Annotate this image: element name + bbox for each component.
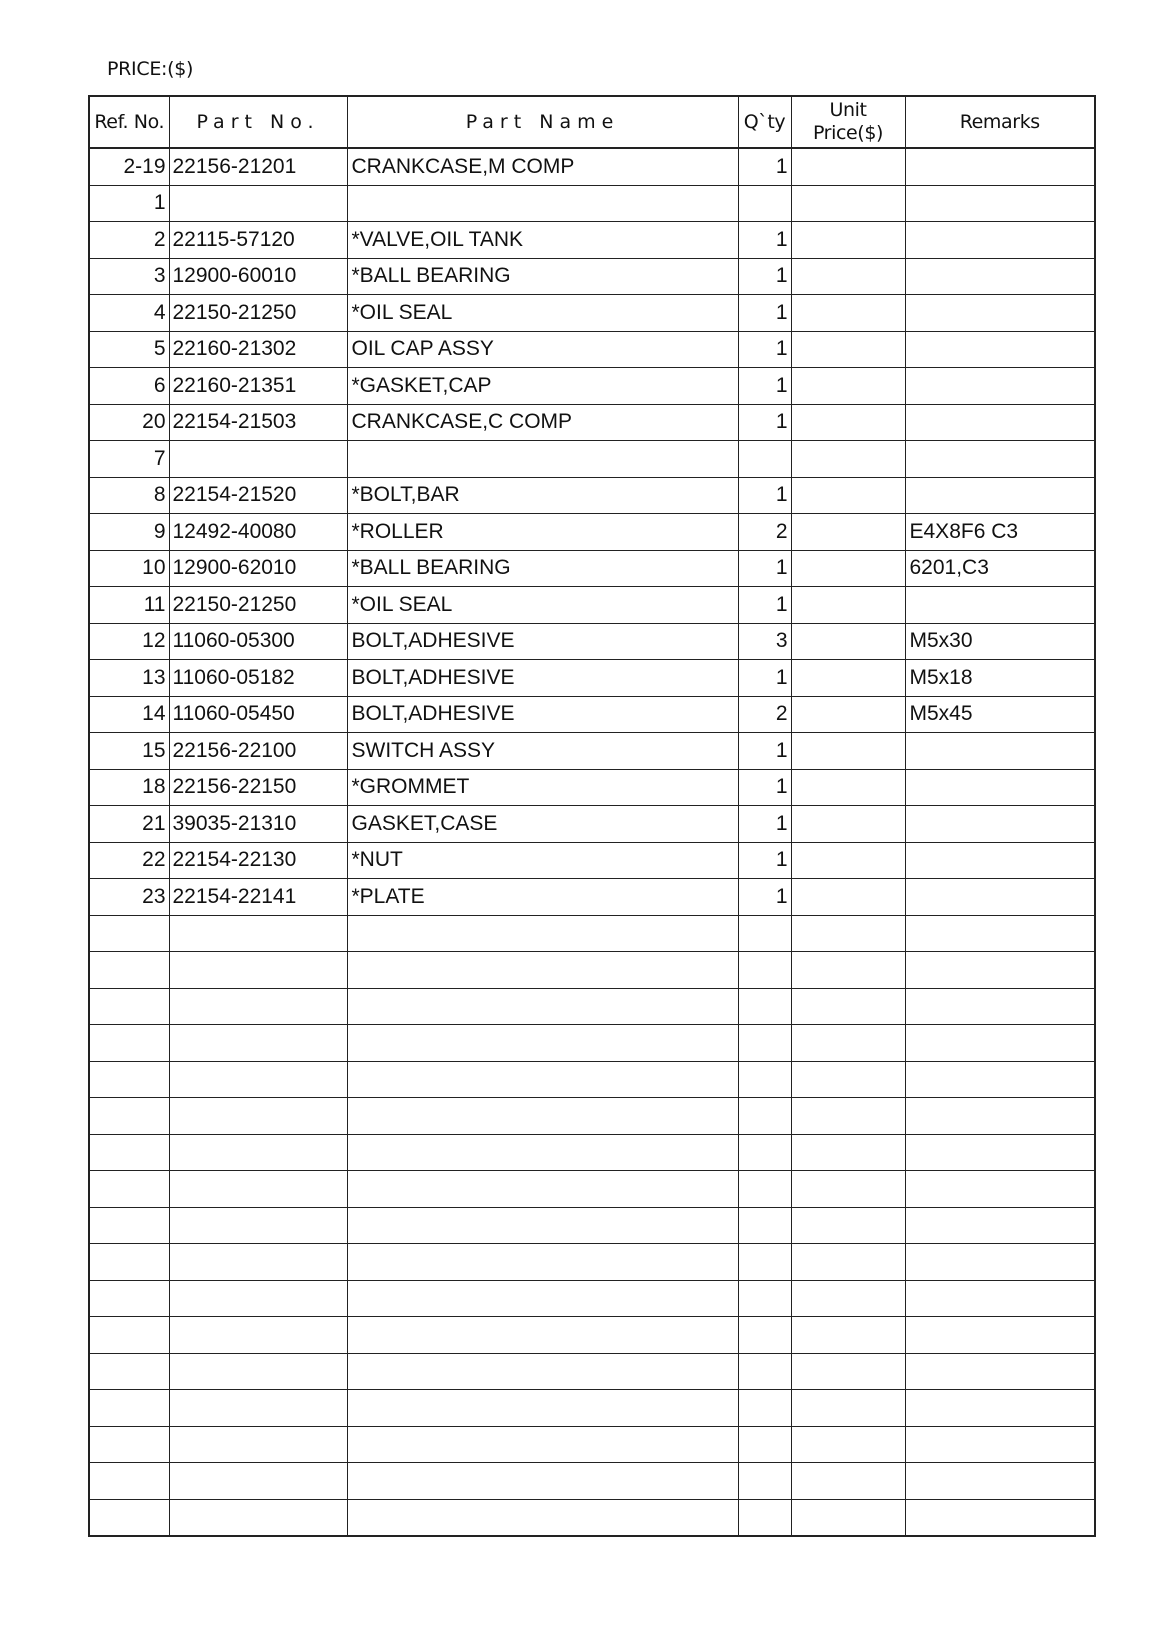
remarks-cell [905, 733, 1095, 770]
remarks-cell: M5x45 [905, 696, 1095, 733]
part-name-cell: *BALL BEARING [347, 550, 738, 587]
table-row [89, 1134, 1095, 1171]
part-no-cell: 12492-40080 [169, 514, 347, 551]
table-row [89, 550, 1095, 587]
part-name-cell: *PLATE [347, 879, 738, 916]
qty-cell: 1 [738, 733, 791, 770]
table-row [89, 952, 1095, 989]
ref-no-cell: 13 [89, 660, 169, 697]
table-row [89, 842, 1095, 879]
part-name-cell [347, 1317, 738, 1354]
part-no-cell [169, 441, 347, 478]
qty-cell [738, 1463, 791, 1500]
unit-price-cell [791, 806, 905, 843]
part-name-cell: SWITCH ASSY [347, 733, 738, 770]
table-row [89, 660, 1095, 697]
unit-price-cell [791, 514, 905, 551]
unit-price-cell [791, 404, 905, 441]
unit-price-cell [791, 842, 905, 879]
part-name-cell [347, 1134, 738, 1171]
ref-no-cell [89, 1134, 169, 1171]
ref-no-cell: 11 [89, 587, 169, 624]
unit-price-cell [791, 1207, 905, 1244]
part-no-cell: 22115-57120 [169, 222, 347, 259]
part-name-cell: *ROLLER [347, 514, 738, 551]
table-row [89, 623, 1095, 660]
table-row [89, 148, 1095, 185]
qty-cell [738, 1280, 791, 1317]
part-no-cell [169, 1353, 347, 1390]
unit-price-cell [791, 1280, 905, 1317]
part-name-cell: BOLT,ADHESIVE [347, 623, 738, 660]
part-no-cell [169, 1390, 347, 1427]
part-name-cell [347, 1426, 738, 1463]
unit-price-cell [791, 879, 905, 916]
qty-cell [738, 441, 791, 478]
part-name-cell [347, 1207, 738, 1244]
part-name-cell [347, 1244, 738, 1281]
table-row [89, 733, 1095, 770]
remarks-cell [905, 404, 1095, 441]
qty-cell [738, 988, 791, 1025]
ref-no-cell [89, 1025, 169, 1062]
part-no-cell [169, 185, 347, 222]
ref-no-cell [89, 915, 169, 952]
remarks-cell [905, 1390, 1095, 1427]
qty-cell [738, 1317, 791, 1354]
unit-price-header [791, 96, 905, 148]
part-no-cell: 22156-22150 [169, 769, 347, 806]
remarks-cell [905, 988, 1095, 1025]
qty-cell [738, 1499, 791, 1536]
ref-no-cell [89, 1426, 169, 1463]
part-no-cell: 22154-21520 [169, 477, 347, 514]
part-no-cell: 11060-05182 [169, 660, 347, 697]
qty-header: Q`ty [738, 96, 791, 148]
table-row [89, 1353, 1095, 1390]
remarks-cell [905, 1134, 1095, 1171]
table-row [89, 1025, 1095, 1062]
ref-no-cell: 5 [89, 331, 169, 368]
unit-price-cell [791, 477, 905, 514]
unit-price-cell [791, 295, 905, 332]
remarks-cell [905, 1025, 1095, 1062]
part-name-cell: *OIL SEAL [347, 587, 738, 624]
remarks-cell [905, 185, 1095, 222]
part-no-cell: 22160-21351 [169, 368, 347, 405]
part-no-cell: 22154-22130 [169, 842, 347, 879]
table-row [89, 1207, 1095, 1244]
remarks-cell [905, 1426, 1095, 1463]
unit-price-cell [791, 148, 905, 185]
part-name-cell: *BOLT,BAR [347, 477, 738, 514]
remarks-cell [905, 1244, 1095, 1281]
table-row [89, 769, 1095, 806]
unit-price-cell [791, 441, 905, 478]
qty-cell [738, 952, 791, 989]
remarks-cell [905, 952, 1095, 989]
remarks-cell [905, 769, 1095, 806]
ref-no-cell [89, 1463, 169, 1500]
qty-cell: 3 [738, 623, 791, 660]
qty-cell [738, 1025, 791, 1062]
qty-cell: 1 [738, 477, 791, 514]
table-row [89, 295, 1095, 332]
qty-cell: 1 [738, 806, 791, 843]
part-no-cell [169, 988, 347, 1025]
qty-cell: 1 [738, 368, 791, 405]
table-row [89, 258, 1095, 295]
table-row [89, 222, 1095, 259]
ref-no-cell [89, 1353, 169, 1390]
remarks-cell [905, 1061, 1095, 1098]
table-row [89, 1244, 1095, 1281]
part-name-cell: CRANKCASE,C COMP [347, 404, 738, 441]
part-no-cell: 39035-21310 [169, 806, 347, 843]
ref-no-cell: 6 [89, 368, 169, 405]
ref-no-cell: 9 [89, 514, 169, 551]
part-no-cell: 22150-21250 [169, 587, 347, 624]
table-row [89, 696, 1095, 733]
part-name-cell [347, 915, 738, 952]
table-row [89, 915, 1095, 952]
part-name-cell: *BALL BEARING [347, 258, 738, 295]
part-no-cell: 22160-21302 [169, 331, 347, 368]
qty-cell: 1 [738, 258, 791, 295]
ref-no-cell [89, 988, 169, 1025]
part-no-header: Part No. [169, 96, 347, 148]
part-name-cell [347, 1499, 738, 1536]
part-no-cell: 22150-21250 [169, 295, 347, 332]
unit-price-cell [791, 1244, 905, 1281]
remarks-cell: M5x18 [905, 660, 1095, 697]
part-no-cell [169, 1499, 347, 1536]
part-name-cell: *GASKET,CAP [347, 368, 738, 405]
qty-cell [738, 915, 791, 952]
unit-price-cell [791, 623, 905, 660]
part-no-cell [169, 1061, 347, 1098]
qty-cell: 1 [738, 660, 791, 697]
unit-price-cell [791, 660, 905, 697]
ref-no-cell [89, 1207, 169, 1244]
unit-price-cell [791, 915, 905, 952]
table-row [89, 1317, 1095, 1354]
qty-cell: 1 [738, 587, 791, 624]
part-no-cell [169, 1098, 347, 1135]
table-row [89, 806, 1095, 843]
unit-price-cell [791, 185, 905, 222]
table-header-row [89, 96, 1095, 148]
qty-cell: 2 [738, 696, 791, 733]
part-name-cell: OIL CAP ASSY [347, 331, 738, 368]
qty-cell: 1 [738, 404, 791, 441]
part-no-cell [169, 1134, 347, 1171]
qty-cell [738, 1207, 791, 1244]
part-name-cell [347, 952, 738, 989]
remarks-cell [905, 295, 1095, 332]
unit-price-cell [791, 952, 905, 989]
unit-price-cell [791, 1025, 905, 1062]
ref-no-cell [89, 1390, 169, 1427]
remarks-cell [905, 1207, 1095, 1244]
ref-no-cell: 23 [89, 879, 169, 916]
remarks-cell [905, 915, 1095, 952]
table-row [89, 514, 1095, 551]
remarks-cell [905, 258, 1095, 295]
unit-price-cell [791, 988, 905, 1025]
part-name-cell: CRANKCASE,M COMP [347, 148, 738, 185]
remarks-header: Remarks [905, 96, 1095, 148]
ref-no-cell [89, 1317, 169, 1354]
unit-price-cell [791, 258, 905, 295]
unit-price-cell [791, 1426, 905, 1463]
qty-cell: 2 [738, 514, 791, 551]
qty-cell [738, 1244, 791, 1281]
ref-no-cell [89, 952, 169, 989]
part-no-cell [169, 1207, 347, 1244]
ref-no-cell: 15 [89, 733, 169, 770]
table-row [89, 404, 1095, 441]
unit-price-cell [791, 733, 905, 770]
part-name-cell [347, 1025, 738, 1062]
unit-price-cell [791, 1171, 905, 1208]
remarks-cell: M5x30 [905, 623, 1095, 660]
part-no-cell: 22156-22100 [169, 733, 347, 770]
table-row [89, 331, 1095, 368]
unit-price-cell [791, 1098, 905, 1135]
unit-price-cell [791, 1353, 905, 1390]
part-name-cell [347, 185, 738, 222]
unit-price-cell [791, 1134, 905, 1171]
qty-cell: 1 [738, 769, 791, 806]
table-row [89, 1061, 1095, 1098]
ref-no-cell [89, 1499, 169, 1536]
unit-price-cell [791, 696, 905, 733]
remarks-cell [905, 1098, 1095, 1135]
part-no-cell [169, 1463, 347, 1500]
part-name-cell: *GROMMET [347, 769, 738, 806]
remarks-cell [905, 441, 1095, 478]
remarks-cell [905, 1280, 1095, 1317]
remarks-cell [905, 842, 1095, 879]
table-row [89, 988, 1095, 1025]
remarks-cell: 6201,C3 [905, 550, 1095, 587]
part-name-cell: *NUT [347, 842, 738, 879]
part-name-cell: GASKET,CASE [347, 806, 738, 843]
unit-price-cell [791, 1317, 905, 1354]
ref-no-cell [89, 1061, 169, 1098]
part-name-cell: *OIL SEAL [347, 295, 738, 332]
remarks-cell [905, 1463, 1095, 1500]
ref-no-cell [89, 1244, 169, 1281]
unit-price-cell [791, 1499, 905, 1536]
part-name-cell [347, 1390, 738, 1427]
part-no-cell [169, 1171, 347, 1208]
part-name-cell [347, 1463, 738, 1500]
ref-no-cell [89, 1280, 169, 1317]
table-row [89, 1390, 1095, 1427]
table-body [89, 148, 1095, 1536]
remarks-cell [905, 148, 1095, 185]
unit-price-cell [791, 1390, 905, 1427]
part-no-cell: 11060-05450 [169, 696, 347, 733]
remarks-cell [905, 477, 1095, 514]
unit-price-cell [791, 368, 905, 405]
remarks-cell [905, 222, 1095, 259]
table-row [89, 441, 1095, 478]
price-label: PRICE:($) [107, 58, 194, 80]
ref-no-cell: 14 [89, 696, 169, 733]
table-row [89, 1098, 1095, 1135]
qty-cell [738, 185, 791, 222]
ref-no-cell: 10 [89, 550, 169, 587]
unit-price-cell [791, 331, 905, 368]
qty-cell: 1 [738, 331, 791, 368]
qty-cell: 1 [738, 879, 791, 916]
qty-cell [738, 1426, 791, 1463]
table-row [89, 1463, 1095, 1500]
part-name-cell: BOLT,ADHESIVE [347, 660, 738, 697]
table-row [89, 879, 1095, 916]
part-no-cell [169, 1280, 347, 1317]
unit-price-cell [791, 222, 905, 259]
table-row [89, 1280, 1095, 1317]
part-name-cell [347, 1061, 738, 1098]
qty-cell: 1 [738, 148, 791, 185]
table-row [89, 1171, 1095, 1208]
unit-price-header-line1: Unit [829, 99, 867, 121]
unit-price-cell [791, 1463, 905, 1500]
ref-no-cell: 12 [89, 623, 169, 660]
ref-no-cell: 7 [89, 441, 169, 478]
remarks-cell [905, 1499, 1095, 1536]
table-row [89, 477, 1095, 514]
remarks-cell [905, 331, 1095, 368]
ref-no-cell: 3 [89, 258, 169, 295]
ref-no-header: Ref. No. [89, 96, 169, 148]
qty-cell [738, 1353, 791, 1390]
part-no-cell [169, 1317, 347, 1354]
part-no-cell [169, 1426, 347, 1463]
qty-cell [738, 1061, 791, 1098]
unit-price-cell [791, 550, 905, 587]
part-name-cell [347, 988, 738, 1025]
ref-no-cell: 22 [89, 842, 169, 879]
part-no-cell: 12900-60010 [169, 258, 347, 295]
qty-cell [738, 1390, 791, 1427]
part-name-cell [347, 1353, 738, 1390]
part-name-cell [347, 1280, 738, 1317]
ref-no-cell: 18 [89, 769, 169, 806]
part-no-cell [169, 915, 347, 952]
qty-cell: 1 [738, 842, 791, 879]
qty-cell [738, 1171, 791, 1208]
ref-no-cell: 20 [89, 404, 169, 441]
table-row [89, 1499, 1095, 1536]
part-no-cell: 12900-62010 [169, 550, 347, 587]
ref-no-cell [89, 1098, 169, 1135]
part-no-cell: 22154-22141 [169, 879, 347, 916]
remarks-cell [905, 1353, 1095, 1390]
unit-price-cell [791, 587, 905, 624]
qty-cell: 1 [738, 550, 791, 587]
part-no-cell: 22154-21503 [169, 404, 347, 441]
table-row [89, 1426, 1095, 1463]
ref-no-cell: 21 [89, 806, 169, 843]
part-no-cell [169, 952, 347, 989]
qty-cell: 1 [738, 222, 791, 259]
ref-no-cell: 2 [89, 222, 169, 259]
part-name-header: Part Name [347, 96, 738, 148]
table-row [89, 185, 1095, 222]
table-row [89, 587, 1095, 624]
ref-no-cell: 8 [89, 477, 169, 514]
part-no-cell: 11060-05300 [169, 623, 347, 660]
ref-no-cell: 4 [89, 295, 169, 332]
remarks-cell [905, 1317, 1095, 1354]
part-name-cell: *VALVE,OIL TANK [347, 222, 738, 259]
remarks-cell [905, 1171, 1095, 1208]
remarks-cell: E4X8F6 C3 [905, 514, 1095, 551]
part-name-cell [347, 1098, 738, 1135]
ref-no-cell: 1 [89, 185, 169, 222]
qty-cell: 1 [738, 295, 791, 332]
remarks-cell [905, 879, 1095, 916]
table-row [89, 368, 1095, 405]
part-name-cell: BOLT,ADHESIVE [347, 696, 738, 733]
unit-price-cell [791, 769, 905, 806]
part-name-cell [347, 441, 738, 478]
unit-price-header-line2: Price($) [812, 122, 884, 144]
parts-table [88, 95, 1096, 1537]
part-no-cell: 22156-21201 [169, 148, 347, 185]
part-no-cell [169, 1025, 347, 1062]
qty-cell [738, 1098, 791, 1135]
unit-price-cell [791, 1061, 905, 1098]
ref-no-cell: 2-19 [89, 148, 169, 185]
part-no-cell [169, 1244, 347, 1281]
qty-cell [738, 1134, 791, 1171]
part-name-cell [347, 1171, 738, 1208]
remarks-cell [905, 587, 1095, 624]
remarks-cell [905, 806, 1095, 843]
remarks-cell [905, 368, 1095, 405]
ref-no-cell [89, 1171, 169, 1208]
